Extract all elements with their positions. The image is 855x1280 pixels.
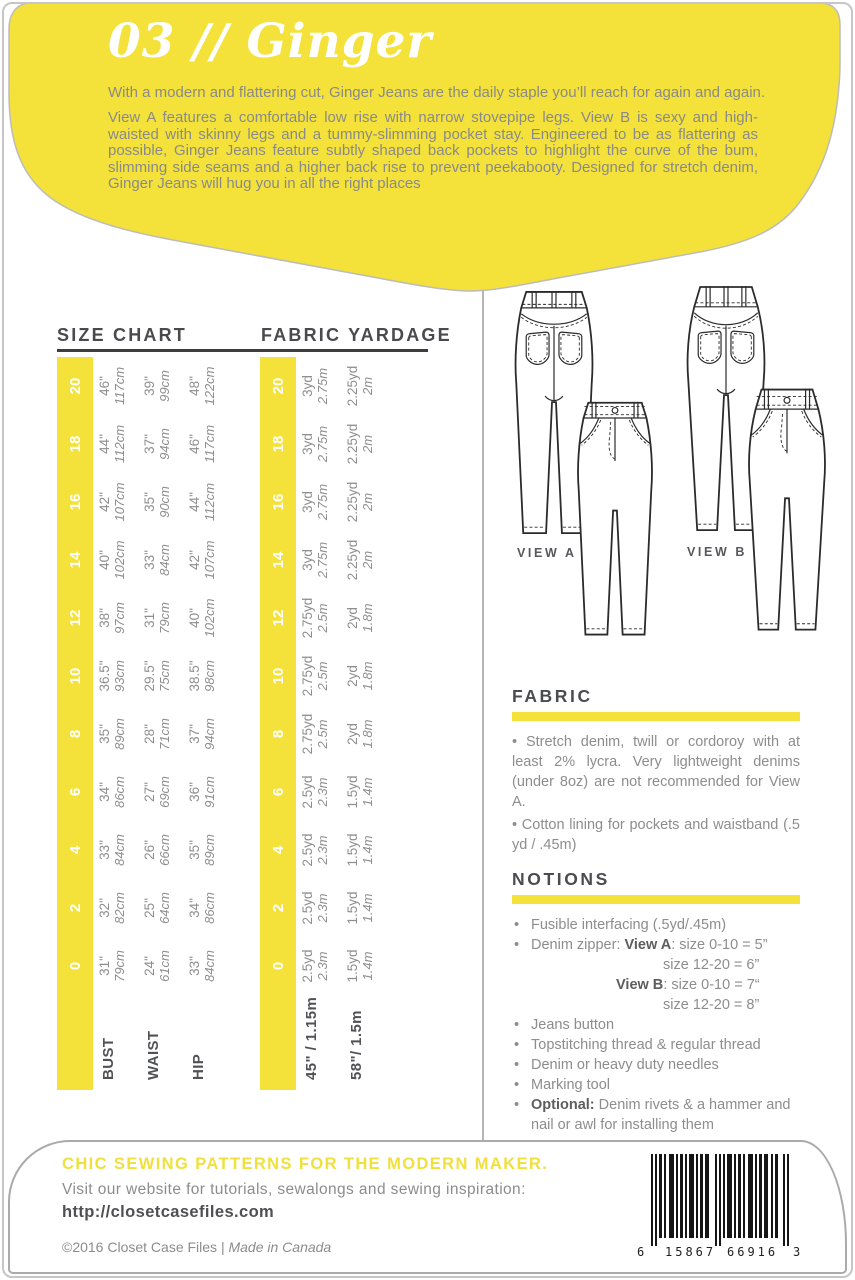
measurement-cell <box>341 647 386 705</box>
measurement-cell <box>93 357 138 415</box>
measurement-cell <box>296 937 341 995</box>
measurement-cell <box>138 763 183 821</box>
imperial-value: 40" <box>187 608 202 628</box>
imperial-value: 28" <box>142 724 157 744</box>
metric-value: 122cm <box>202 366 217 406</box>
metric-value: 71cm <box>157 718 172 750</box>
measurement-cell <box>296 473 341 531</box>
metric-value: 79cm <box>157 602 172 634</box>
size-header-cell: 10 <box>57 647 93 705</box>
fabric-section <box>512 686 800 858</box>
imperial-value: 34" <box>97 782 112 802</box>
size-header-cell: 0 <box>57 937 93 995</box>
measurement-cell <box>341 531 386 589</box>
measurement-cell <box>138 705 183 763</box>
measurement-cell <box>341 705 386 763</box>
imperial-value: 37" <box>187 724 202 744</box>
metric-value: 112cm <box>202 482 217 522</box>
pattern-title: 03 // Ginger <box>108 14 433 69</box>
metric-value: 91cm <box>202 776 217 808</box>
size-header-cell: 4 <box>57 821 93 879</box>
barcode <box>631 1154 803 1258</box>
metric-value: 1.8m <box>360 603 375 633</box>
metric-value: 66cm <box>157 834 172 866</box>
view-a-label: VIEW A <box>517 546 577 560</box>
size-chart-heading: SIZE CHART <box>57 325 187 345</box>
measurement-cell <box>93 415 138 473</box>
metric-value: 1.4m <box>360 893 375 923</box>
table-row-label: WAIST <box>145 1030 162 1080</box>
imperial-value: 1.5yd <box>345 949 360 983</box>
imperial-value: 25" <box>142 898 157 918</box>
imperial-value: 2.5yd <box>300 775 315 809</box>
view-b-label: VIEW B <box>687 545 748 559</box>
brand-tagline: CHIC SEWING PATTERNS FOR THE MODERN MAKER. <box>62 1155 549 1173</box>
table-row-label: 45" / 1.15m <box>303 996 320 1080</box>
imperial-value: 40" <box>97 550 112 570</box>
size-header-cell: 20 <box>260 357 296 415</box>
notion-item: View B: size 0-10 = 7“ <box>616 977 760 993</box>
fabric-bullet: • Cotton lining for pockets and waistband (.5 yd / .45m) <box>512 817 800 853</box>
imperial-value: 31" <box>97 956 112 976</box>
measurement-cell <box>296 357 341 415</box>
imperial-value: 2yd <box>345 607 360 629</box>
measurement-cell <box>341 763 386 821</box>
imperial-value: 36" <box>187 782 202 802</box>
imperial-value: 2yd <box>345 665 360 687</box>
imperial-value: 24" <box>142 956 157 976</box>
metric-value: 94cm <box>157 428 172 460</box>
metric-value: 75cm <box>157 660 172 692</box>
imperial-value: 44" <box>97 434 112 454</box>
table-row-label: HIP <box>190 1053 207 1080</box>
notion-item: • Denim zipper: View A: size 0-10 = 5” <box>512 935 800 955</box>
notions-section <box>512 869 800 1135</box>
metric-value: 2.75m <box>315 367 330 405</box>
metric-value: 84cm <box>112 834 127 866</box>
metric-value: 117cm <box>202 424 217 464</box>
footer-panel <box>8 1140 847 1274</box>
metric-value: 2.5m <box>315 719 330 749</box>
metric-value: 107cm <box>112 482 127 522</box>
copyright-line <box>62 1239 331 1255</box>
metric-value: 79cm <box>112 950 127 982</box>
fabric-bullet: • Stretch denim, twill or cordoroy with at least 2% lycra. Very lightweight denims (under 8oz) are not recommended for View A. <box>512 734 800 810</box>
website-url: http://closetcasefiles.com <box>62 1203 275 1221</box>
size-header-cell: 16 <box>260 473 296 531</box>
notion-item: size 12-20 = 6” <box>663 957 760 973</box>
imperial-value: 34" <box>187 898 202 918</box>
made-in-text: Made in Canada <box>228 1239 332 1255</box>
measurement-cell <box>93 937 138 995</box>
imperial-value: 38.5" <box>187 660 202 692</box>
barcode-digit-3: 66916 <box>727 1245 779 1258</box>
metric-value: 93cm <box>112 660 127 692</box>
measurement-cell <box>341 589 386 647</box>
heading-underline <box>57 349 428 352</box>
measurement-cell <box>183 879 228 937</box>
imperial-value: 29.5" <box>142 660 157 692</box>
measurement-cell <box>93 705 138 763</box>
metric-value: 86cm <box>202 892 217 924</box>
metric-value: 2.5m <box>315 661 330 691</box>
metric-value: 98cm <box>202 660 217 692</box>
metric-value: 1.8m <box>360 661 375 691</box>
imperial-value: 36.5" <box>97 660 112 692</box>
notions-heading-bar <box>512 895 800 904</box>
imperial-value: 2.75yd <box>300 655 315 697</box>
size-chart-table <box>57 357 228 1090</box>
measurement-cell <box>296 531 341 589</box>
metric-value: 102cm <box>112 540 127 580</box>
metric-value: 117cm <box>112 366 127 406</box>
metric-value: 102cm <box>202 598 217 638</box>
measurement-cell <box>183 357 228 415</box>
metric-value: 1.4m <box>360 777 375 807</box>
size-header-cell: 12 <box>57 589 93 647</box>
metric-value: 90cm <box>157 486 172 518</box>
metric-value: 2m <box>360 376 375 396</box>
imperial-value: 2.5yd <box>300 949 315 983</box>
measurement-cell <box>93 589 138 647</box>
notions-list <box>512 915 800 1135</box>
metric-value: 2.3m <box>315 835 330 865</box>
imperial-value: 26" <box>142 840 157 860</box>
imperial-value: 1.5yd <box>345 833 360 867</box>
imperial-value: 2.25yd <box>345 481 360 523</box>
imperial-value: 2.5yd <box>300 833 315 867</box>
view-b-front-jeans-illustration <box>738 386 836 642</box>
barcode-digit-4: 3 <box>793 1245 801 1258</box>
imperial-value: 33" <box>142 550 157 570</box>
metric-value: 2.75m <box>315 483 330 521</box>
imperial-value: 2.75yd <box>300 713 315 755</box>
measurement-cell <box>296 821 341 879</box>
metric-value: 69cm <box>157 776 172 808</box>
measurement-cell <box>183 647 228 705</box>
size-header-cell: 20 <box>57 357 93 415</box>
measurement-cell <box>296 647 341 705</box>
measurement-cell <box>183 705 228 763</box>
imperial-value: 35" <box>97 724 112 744</box>
measurement-cell <box>138 821 183 879</box>
notion-item: • Jeans button <box>512 1015 800 1035</box>
measurement-cell <box>341 473 386 531</box>
size-header-cell: 16 <box>57 473 93 531</box>
pattern-intro: With a modern and flattering cut, Ginger Jeans are the daily staple you’ll reach for again and again. <box>108 84 766 101</box>
size-header-cell: 18 <box>57 415 93 473</box>
notion-item: size 12-20 = 8” <box>663 997 760 1013</box>
measurement-cell <box>93 473 138 531</box>
measurement-cell <box>341 937 386 995</box>
measurement-cell <box>183 589 228 647</box>
metric-value: 89cm <box>202 834 217 866</box>
metric-value: 61cm <box>157 950 172 982</box>
measurement-cell <box>341 357 386 415</box>
notion-item: • Denim or heavy duty needles <box>512 1055 800 1075</box>
measurement-cell <box>138 589 183 647</box>
imperial-value: 48" <box>187 376 202 396</box>
fabric-yardage-heading: FABRIC YARDAGE <box>261 325 452 345</box>
metric-value: 1.4m <box>360 835 375 865</box>
imperial-value: 2yd <box>345 723 360 745</box>
measurement-cell <box>296 879 341 937</box>
imperial-value: 42" <box>97 492 112 512</box>
measurement-cell <box>138 879 183 937</box>
metric-value: 94cm <box>202 718 217 750</box>
imperial-value: 3yd <box>300 375 315 397</box>
size-header-corner <box>57 995 93 1090</box>
notion-item: • Topstitching thread & regular thread <box>512 1035 800 1055</box>
size-header-cell: 14 <box>260 531 296 589</box>
barcode-digit-1: 6 <box>637 1245 645 1258</box>
table-row-label: 58"/ 1.5m <box>348 1010 365 1080</box>
notion-item: • Marking tool <box>512 1075 800 1095</box>
imperial-value: 33" <box>187 956 202 976</box>
size-header-cell: 4 <box>260 821 296 879</box>
measurement-cell <box>183 531 228 589</box>
metric-value: 89cm <box>112 718 127 750</box>
measurement-cell <box>93 763 138 821</box>
measurement-cell <box>138 937 183 995</box>
metric-value: 1.4m <box>360 951 375 981</box>
size-header-corner <box>260 995 296 1090</box>
size-header-cell: 14 <box>57 531 93 589</box>
size-header-cell: 6 <box>260 763 296 821</box>
imperial-value: 3yd <box>300 549 315 571</box>
metric-value: 97cm <box>112 602 127 634</box>
measurement-cell <box>138 415 183 473</box>
pattern-description: View A features a comfortable low rise with narrow stovepipe legs. View B is sexy and high-waisted with skinny legs and a tummy-slimming pocket stay. Engineered to be as flattering as possible, Ginger Jeans feature subtly shaped back pockets to highlight the curve of the bum, slimming side seams and a higher back rise to prevent peekabooty. Designed for stretch denim, Ginger Jeans will hug you in all the right places <box>108 109 758 193</box>
size-header-cell: 8 <box>57 705 93 763</box>
imperial-value: 1.5yd <box>345 891 360 925</box>
fabric-heading: FABRIC <box>512 686 593 706</box>
measurement-cell <box>341 821 386 879</box>
measurement-cell <box>296 763 341 821</box>
size-header-cell: 12 <box>260 589 296 647</box>
barcode-digit-2: 15867 <box>665 1245 717 1258</box>
measurement-cell <box>138 357 183 415</box>
measurement-cell <box>341 879 386 937</box>
measurement-cell <box>341 415 386 473</box>
metric-value: 2m <box>360 550 375 570</box>
measurement-cell <box>296 705 341 763</box>
measurement-cell <box>183 763 228 821</box>
column-divider-line <box>482 290 484 1140</box>
metric-value: 82cm <box>112 892 127 924</box>
metric-value: 86cm <box>112 776 127 808</box>
measurement-cell <box>296 589 341 647</box>
measurement-cell <box>93 821 138 879</box>
imperial-value: 2.25yd <box>345 365 360 407</box>
imperial-value: 3yd <box>300 433 315 455</box>
imperial-value: 38" <box>97 608 112 628</box>
fabric-bullet-list <box>512 732 800 855</box>
metric-value: 84cm <box>157 544 172 576</box>
measurement-cell <box>183 415 228 473</box>
metric-value: 2.3m <box>315 777 330 807</box>
metric-value: 107cm <box>202 540 217 580</box>
imperial-value: 42" <box>187 550 202 570</box>
size-header-cell: 18 <box>260 415 296 473</box>
website-invite-text: Visit our website for tutorials, sewalongs and sewing inspiration: <box>62 1181 526 1198</box>
metric-value: 99cm <box>157 370 172 402</box>
measurement-cell <box>93 879 138 937</box>
measurement-cell <box>138 647 183 705</box>
metric-value: 1.8m <box>360 719 375 749</box>
measurement-cell <box>93 531 138 589</box>
imperial-value: 31" <box>142 608 157 628</box>
imperial-value: 3yd <box>300 491 315 513</box>
notion-item: • Optional: Denim rivets & a hammer and nail or awl for installing them <box>512 1095 800 1135</box>
metric-value: 2.75m <box>315 425 330 463</box>
imperial-value: 2.25yd <box>345 539 360 581</box>
measurement-cell <box>138 473 183 531</box>
size-header-cell: 6 <box>57 763 93 821</box>
size-header-cell: 0 <box>260 937 296 995</box>
metric-value: 64cm <box>157 892 172 924</box>
copyright-text: ©2016 Closet Case Files | <box>62 1239 225 1255</box>
imperial-value: 33" <box>97 840 112 860</box>
imperial-value: 2.75yd <box>300 597 315 639</box>
imperial-value: 2.5yd <box>300 891 315 925</box>
measurement-cell <box>296 415 341 473</box>
metric-value: 84cm <box>202 950 217 982</box>
measurement-cell <box>183 821 228 879</box>
metric-value: 2m <box>360 492 375 512</box>
size-header-cell: 10 <box>260 647 296 705</box>
imperial-value: 44" <box>187 492 202 512</box>
imperial-value: 32" <box>97 898 112 918</box>
notions-heading: NOTIONS <box>512 869 610 889</box>
metric-value: 2.5m <box>315 603 330 633</box>
metric-value: 2.75m <box>315 541 330 579</box>
imperial-value: 35" <box>187 840 202 860</box>
fabric-yardage-table <box>260 357 386 1090</box>
metric-value: 112cm <box>112 424 127 464</box>
imperial-value: 27" <box>142 782 157 802</box>
imperial-value: 2.25yd <box>345 423 360 465</box>
view-a-front-jeans-illustration <box>566 398 664 646</box>
table-row-label: BUST <box>100 1037 117 1080</box>
size-header-cell: 2 <box>260 879 296 937</box>
measurement-cell <box>183 473 228 531</box>
imperial-value: 39" <box>142 376 157 396</box>
imperial-value: 37" <box>142 434 157 454</box>
metric-value: 2.3m <box>315 893 330 923</box>
measurement-cell <box>93 647 138 705</box>
size-header-cell: 2 <box>57 879 93 937</box>
fabric-heading-bar <box>512 712 800 721</box>
imperial-value: 46" <box>187 434 202 454</box>
metric-value: 2.3m <box>315 951 330 981</box>
imperial-value: 1.5yd <box>345 775 360 809</box>
metric-value: 2m <box>360 434 375 454</box>
notion-item: • Fusible interfacing (.5yd/.45m) <box>512 915 800 935</box>
imperial-value: 35" <box>142 492 157 512</box>
imperial-value: 46" <box>97 376 112 396</box>
measurement-cell <box>183 937 228 995</box>
size-header-cell: 8 <box>260 705 296 763</box>
measurement-cell <box>138 531 183 589</box>
